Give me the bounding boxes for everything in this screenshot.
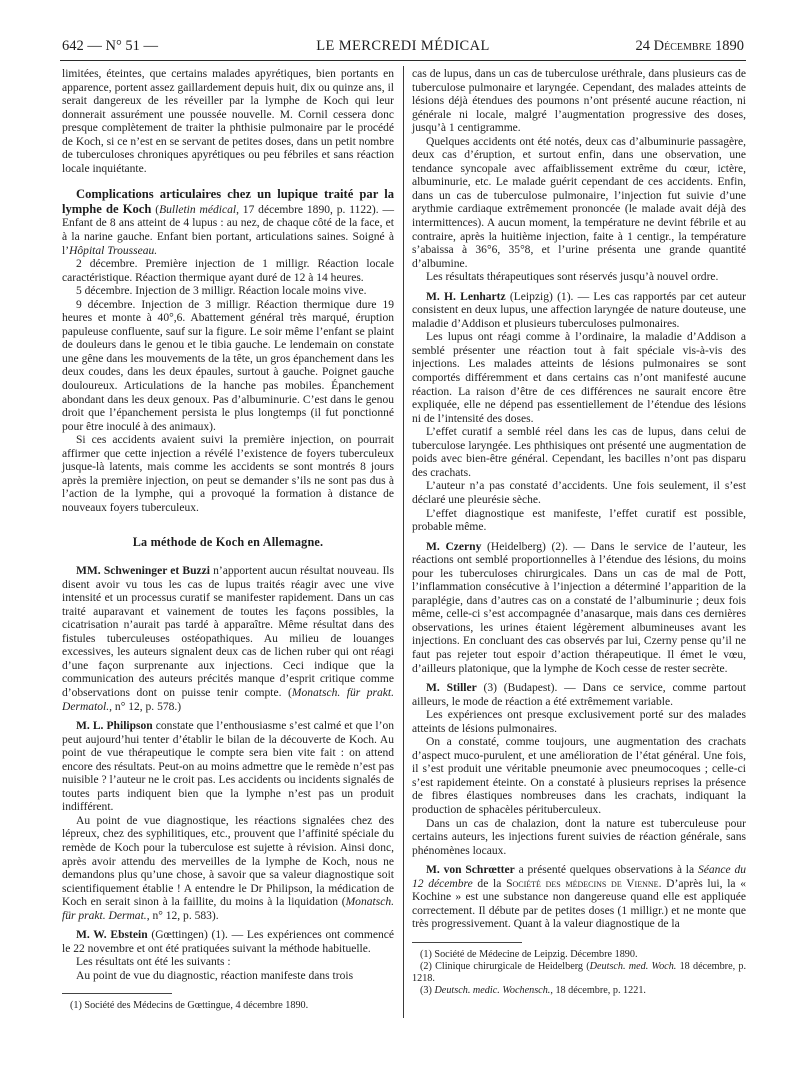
page-number: 642 — N° 51 —	[62, 38, 159, 54]
left-column	[62, 68, 394, 1012]
paragraph: 5 décembre. Injection de 3 milligr. Réaction locale moins vive.	[76, 285, 367, 298]
right-column	[412, 68, 746, 997]
author-name: M. Stiller	[426, 682, 477, 695]
paragraph: Si ces accidents avaient suivi la première injection, on pourrait affirmer que cette injection a révélé l’existence de foyers tuberculeux jusque-là latents, mais comme les accidents se sont montrés 8 jours après la première injection, on peut se demander s’ils ne sont pas dus à l’action de la lymphe, qui a provoqué la formation à distance de nouveaux foyers tuberculeux.	[62, 434, 394, 514]
footnote-rule	[412, 942, 522, 943]
paragraph: M. L. Philipson constate que l’enthousiasme s’est calmé et que l’on peut aujourd’hui tenter d’établir le bilan de la découverte de Koch. Au point de vue thérapeutique le compte sera bien vite fait : on attend encore des résultats. Peut-on au moins admettre que le remède n’est pas nuisible ? l’auteur ne le croit pas. Les accidents ou incidents signalés de toutes parts indiquent bien que la lymphe n’est pas un produit indifférent.	[62, 720, 394, 814]
paragraph: Les expériences ont presque exclusivement porté sur des malades atteints de lésions pulmonaires.	[412, 709, 746, 735]
author-name: M. W. Ebstein	[76, 929, 148, 942]
footnote: (1) Société des Médecins de Gœttingue, 4 décembre 1890.	[70, 1000, 309, 1012]
page-header	[62, 38, 744, 58]
author-name: M. von Schrœtter	[426, 864, 515, 877]
footnote: (3) Deutsch. medic. Wochensch., 18 décembre, p. 1221.	[420, 984, 646, 996]
paragraph: MM. Schweninger et Buzzi n’apportent aucun résultat nouveau. Ils disent avoir vu tous les cas de lupus traités réagir avec une vive intensité et un processus curatif se manifester rapidement. Dans un cas traité auparavant et vainement de toutes les façons possibles, la cicatrisation n’aurait pas tardé à apparaître. Même résultat dans des fistules tuberculeuses ostéopathiques. Au milieu de louanges excessives, les auteurs signalent deux cas de lichen ruber qui ont réagi d’une façon surprenante aux injections. Ceci indique que la communication des auteurs précités manque d’esprit critique comme d’observations dont on puisse tenir compte. (Monatsch. für prakt. Dermatol., n° 12, p. 578.)	[62, 565, 395, 713]
issue-date: 24 Décembre 1890	[635, 38, 744, 54]
paragraph: M. W. Ebstein (Gœttingen) (1). — Les expériences ont commencé le 22 novembre et ont été pratiquées suivant la méthode habituelle.	[62, 929, 394, 955]
header-rule	[60, 60, 746, 61]
footnote: (2) Clinique chirurgicale de Heidelberg (Deutsch. med. Woch. 18 décembre, p. 1218.	[412, 960, 747, 984]
paragraph: L’auteur n’a pas constaté d’accidents. Une fois seulement, il s’est déclaré une pleurésie sèche.	[412, 480, 746, 506]
author-name: M. Czerny	[426, 540, 482, 553]
paragraph: M. von Schrœtter a présenté quelques observations à la Séance du 12 décembre de la Société des médecins de Vienne. D’après lui, la « Kochine » est une substance non dangereuse quand elle est appliquée correctement. Il débute par de petites doses (1 milligr.) et ne monte que très progressivement. Quant à la valeur diagnostique de la	[412, 864, 747, 931]
paragraph: L’effet diagnostique est manifeste, l’effet curatif est possible, probable même.	[412, 507, 746, 534]
complications-article: Complications articulaires chez un lupique traité par la lymphe de Koch (Bulletin médical, 17 décembre 1890, p. 1122). — Enfant de 8 ans atteint de 4 lupus : au nez, de chaque côté de la face, et à la narine gauche. Enfant bien portant, articulations saines. Soigné à l’Hôpital Trousseau.	[62, 187, 395, 257]
paragraph: 9 décembre. Injection de 3 milligr. Réaction thermique dure 19 heures et monte à 40°,6. Abattement général très marqué, éruption papuleuse confluente, sauf sur la figure. Le soir même l’enfant se plaint de douleurs dans le genou et le tibia gauche. Le lendemain on constate une gêne dans les mouvements de la tête, un gros épanchement dans les deux coudes, dans les deux épaules, surtout à gauche. Poignet gauche douloureux. Articulations de la hanche pas mobiles. Épanchement abondant dans les deux genoux. Pas d’albuminurie. C’est dans le genou droit que l’épanchement persista le plus longtemps (il fut ponctionné pour être inoculé à des animaux).	[62, 298, 394, 433]
paragraph: limitées, éteintes, que certains malades apyrétiques, bien portants en apparence, portent assez gaillardement depuis huit, dix ou quinze ans, il serait dangereux de les réveiller par la lymphe de Koch qui leur donnerait assurément une poussée nouvelle. M. Cornil cessera donc presque complètement de traiter la phthisie pulmonaire par le procédé de Koch, si ce n’est en se servant de petites doses, dans un petit nombre de tuberculoses chroniques apyrétiques ou peu fébriles et sans réaction locale inquiétante.	[62, 68, 394, 175]
section-title: La méthode de Koch en Allemagne.	[132, 534, 324, 549]
journal-title: LE MERCREDI MÉDICAL	[316, 38, 490, 54]
article-heading: Complications articulaires chez un lupique traité par la lymphe de Koch	[62, 187, 394, 216]
author-name: MM. Schweninger et Buzzi	[76, 565, 210, 578]
paragraph: On a constaté, comme toujours, une augmentation des crachats d’aspect muco-purulent, et une amélioration de l’état général. Une fois, il s’est produit une véritable pneumonie avec pneumocoques ; celle-ci s’est rapidement éteinte. On a constaté à plusieurs reprises la présence de fibres élastiques nombreuses dans les crachats, indiquant la production de sphacèles pérituberculeux.	[412, 736, 746, 816]
paragraph: Au point de vue du diagnostic, réaction manifeste dans trois	[76, 969, 354, 982]
paragraph: 2 décembre. Première injection de 1 milligr. Réaction locale caractéristique. Réaction thermique ayant duré de 12 à 14 heures.	[62, 258, 394, 284]
paragraph: M. Czerny (Heidelberg) (2). — Dans le service de l’auteur, les réactions ont semblé proportionnelles à l’étendue des lésions, du moins pour les tuberculoses chirurgicales. Dans un cas de mal de Pott, l’inflammation consécutive à l’injection a déterminé l’apparition de la paraplégie, dans d’autres cas on a constaté de l’albuminurie ; deux fois même, celle-ci s’est accompagnée d’anasarque, mais dans ces dernières observations, les urines étaient légèrement albumineuses avant les injections. En concluant des cas observés par lui, Czerny pense qu’il ne faut pas rejeter tout espoir d’action thérapeutique. Il émet le vœu, d’ailleurs platonique, que la lymphe de Koch cesse de rester secrète.	[412, 540, 746, 675]
paragraph: Dans un cas de chalazion, dont la nature est tuberculeuse pour certains auteurs, les injections furent suivies de réaction générale, sans phénomènes locaux.	[412, 817, 746, 857]
paragraph: Quelques accidents ont été notés, deux cas d’albuminurie passagère, deux cas d’éruption, et surtout enfin, dans une observation, une tendance syncopale avec affaiblissement extrême du cœur, ictère, albuminurie, etc. Le malade guérit cependant de ces accidents. Enfin, dans un cas de tuberculose pulmonaire, l’injection fut suivie d’une arythmie cardiaque extrêmement prononcée (le malade avait déjà des intermittences). A aucun moment, la température ne devint fébrile et au contraire, après la huitième injection, faite à 1 centigr., la température s’abaissa à 36°6, 35°8, et l’urine présenta une grande quantité d’albumine.	[412, 135, 746, 270]
author-name: M. L. Philipson	[76, 720, 153, 733]
column-divider	[403, 66, 404, 1018]
footnote: (1) Société de Médecine de Leipzig. Décembre 1890.	[420, 948, 638, 960]
paragraph: M. H. Lenhartz (Leipzig) (1). — Les cas rapportés par cet auteur consistent en deux lupus, une affection laryngée de nature douteuse, une maladie d’Addison et plusieurs tuberculoses pulmonaires.	[412, 290, 747, 330]
paragraph: Les résultats ont été les suivants :	[76, 956, 231, 969]
paragraph: cas de lupus, dans un cas de tuberculose uréthrale, dans plusieurs cas de tuberculose pulmonaire et laryngée. Cependant, des malades atteints de lésions déjà étendues des poumons n’ont présenté aucune réaction, ni générale ni locale, malgré l’augmentation progressive des doses, jusqu’à 1 centigramme.	[412, 68, 746, 135]
paragraph: Au point de vue diagnostique, les réactions signalées chez des lépreux, chez des syphilitiques, etc., prouvent que l’affinité spéciale du remède de Koch pour la tuberculose est sujette à révision. Ainsi donc, après avoir attendu des merveilles de la lymphe de Koch, nous ne demandons plus qu’une chose, à savoir que sa valeur diagnostique soit scientifiquement établie ! A entendre le Dr Philipson, la médication de Koch en serait sinon à la faillite, du moins à la liquidation (Monatsch. für prakt. Dermat., n° 12, p. 583).	[62, 814, 394, 922]
paragraph: L’effet curatif a semblé réel dans les cas de lupus, dans celui de tuberculose laryngée. Les phthisiques ont présenté une augmentation de poids avec bien-être général. Cependant, les bacilles n’ont pas disparu des crachats.	[412, 426, 746, 479]
paragraph: M. Stiller (3) (Budapest). — Dans ce service, comme partout ailleurs, le mode de réaction a été extrêmement variable.	[412, 682, 746, 708]
author-name: M. H. Lenhartz	[426, 290, 506, 303]
paragraph: Les résultats thérapeutiques sont réservés jusqu’à nouvel ordre.	[426, 271, 719, 284]
paragraph: Les lupus ont réagi comme à l’ordinaire, la maladie d’Addison a semblé présenter une réaction tout à fait spéciale vis-à-vis des injections. Les malades atteints de lésions pulmonaires se sont comportés différemment et dans certains cas n’ont manifesté aucune réaction. La raison d’être de ces différences ne saurait encore être expliquée, elle ne dépend pas essentiellement de l’étendue des lésions ni de l’intensité des doses.	[412, 331, 746, 425]
footnote-rule	[62, 993, 172, 994]
